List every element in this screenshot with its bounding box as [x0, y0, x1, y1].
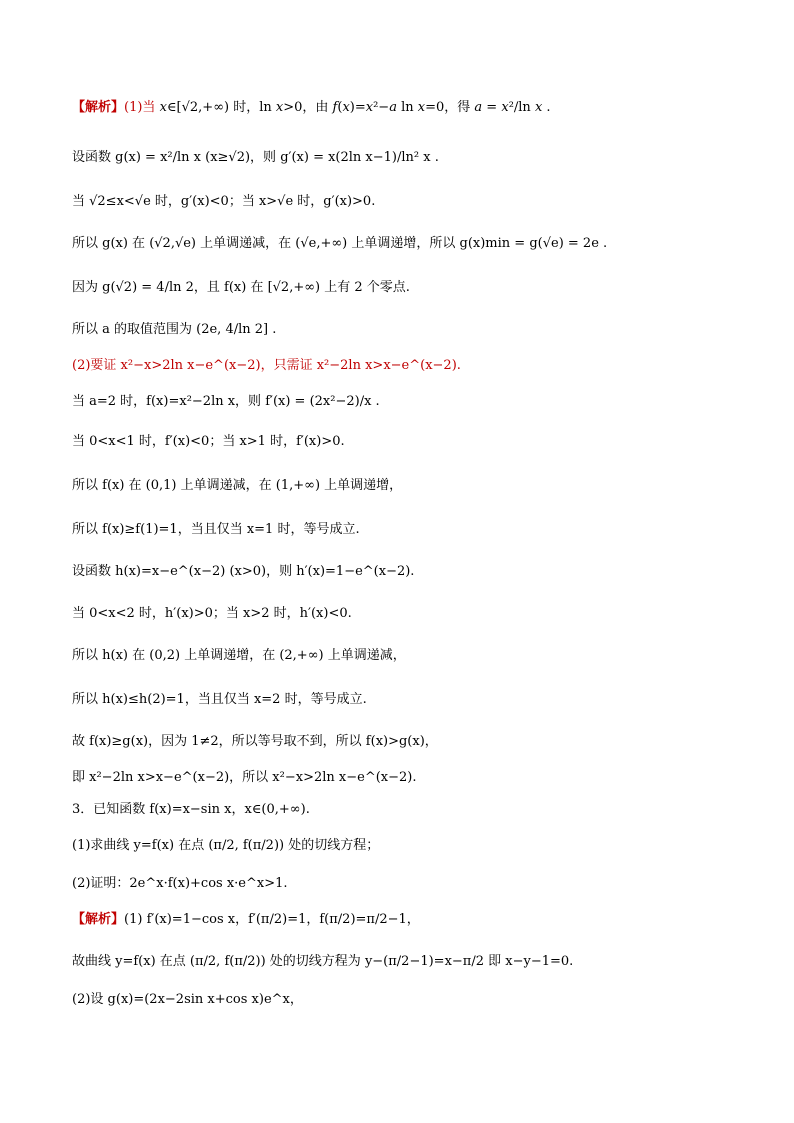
solution-line-10: 所以 f(x) 在 (0,1) 上单调递减，在 (1,+∞) 上单调递增，: [72, 478, 403, 493]
problem-3-solution-3: (2)设 g(x)=(2x−2sin x+cos x)e^x，: [72, 992, 303, 1007]
solution-line-4: 所以 g(x) 在 (√2,√e) 上单调递减，在 (√e,+∞) 上单调递增，所以 g(x)min = g(√e) = 2e .: [72, 236, 608, 251]
solution-line-7: (2)要证 x²−x>2ln x−e^(x−2)，只需证 x²−2ln x>x−e^(x−2).: [72, 358, 461, 373]
analysis-tag: 【解析】: [72, 100, 125, 115]
solution-line-16: 故 f(x)≥g(x)，因为 1≠2，所以等号取不到，所以 f(x)>g(x)，: [72, 734, 438, 749]
solution-line-2: 设函数 g(x) = x²/ln x (x≥√2)，则 g′(x) = x(2ln x−1)/ln² x .: [72, 150, 439, 165]
analysis-tag: 【解析】: [72, 912, 125, 927]
solution-line-1: 【解析】(1)当 x∈[√2,+∞) 时，ln x>0，由 f(x)=x²−a ln x=0，得 a = x²/ln x .: [72, 100, 551, 115]
solution-line-12: 设函数 h(x)=x−e^(x−2) (x>0)，则 h′(x)=1−e^(x−2).: [72, 564, 415, 579]
problem-3-part-2: (2)证明：2e^x·f(x)+cos x·e^x>1.: [72, 876, 288, 891]
solution-line-8: 当 a=2 时，f(x)=x²−2ln x，则 f′(x) = (2x²−2)/x .: [72, 394, 380, 409]
solution-line-3: 当 √2≤x<√e 时，g′(x)<0；当 x>√e 时，g′(x)>0.: [72, 194, 376, 209]
problem-3-statement: 3．已知函数 f(x)=x−sin x，x∈(0,+∞).: [72, 802, 310, 817]
solution-line-17: 即 x²−2ln x>x−e^(x−2)，所以 x²−x>2ln x−e^(x−2).: [72, 770, 417, 785]
problem-3-part-1: (1)求曲线 y=f(x) 在点 (π/2, f(π/2)) 处的切线方程；: [72, 838, 380, 853]
solution-line-13: 当 0<x<2 时，h′(x)>0；当 x>2 时，h′(x)<0.: [72, 606, 352, 621]
problem-3-solution-2: 故曲线 y=f(x) 在点 (π/2, f(π/2)) 处的切线方程为 y−(π/2−1)=x−π/2 即 x−y−1=0.: [72, 954, 574, 969]
problem-3-solution-1: 【解析】(1) f′(x)=1−cos x，f′(π/2)=1，f(π/2)=π/2−1，: [72, 912, 420, 927]
solution-line-14: 所以 h(x) 在 (0,2) 上单调递增，在 (2,+∞) 上单调递减，: [72, 648, 406, 663]
solution-line-5: 因为 g(√2) = 4/ln 2，且 f(x) 在 [√2,+∞) 上有 2 个零点.: [72, 280, 410, 295]
solution-line-11: 所以 f(x)≥f(1)=1，当且仅当 x=1 时，等号成立.: [72, 522, 360, 537]
solution-line-15: 所以 h(x)≤h(2)=1，当且仅当 x=2 时，等号成立.: [72, 692, 367, 707]
solution-line-6: 所以 a 的取值范围为 (2e, 4/ln 2] .: [72, 322, 277, 337]
solution-line-9: 当 0<x<1 时，f′(x)<0；当 x>1 时，f′(x)>0.: [72, 434, 345, 449]
